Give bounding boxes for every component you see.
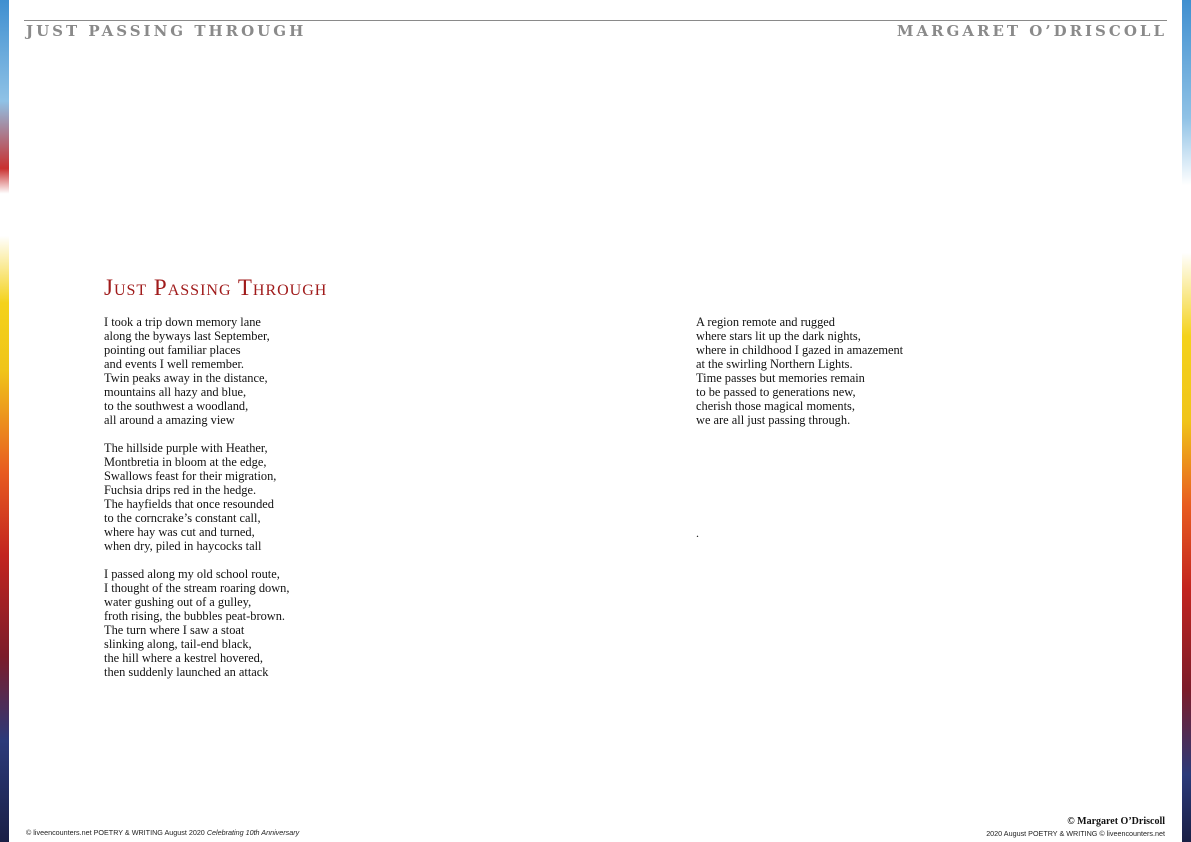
stanza-1 bbox=[104, 315, 270, 427]
poem-line: water gushing out of a gulley, bbox=[104, 595, 252, 609]
footer-author-credit: © Margaret O’Driscoll bbox=[1067, 816, 1165, 827]
footer-left-text: © liveencounters.net POETRY & WRITING August 2020 bbox=[26, 828, 205, 837]
poem-line: at the swirling Northern Lights. bbox=[696, 357, 853, 371]
poem-line: when dry, piled in haycocks tall bbox=[104, 539, 262, 553]
poem-line: froth rising, the bubbles peat-brown. bbox=[104, 609, 286, 623]
poem-line: then suddenly launched an attack bbox=[104, 665, 269, 679]
poem-line: where stars lit up the dark nights, bbox=[696, 329, 861, 343]
poem-line: to the southwest a woodland, bbox=[104, 399, 249, 413]
poem-line: where hay was cut and turned, bbox=[104, 525, 255, 539]
poem-line: Fuchsia drips red in the hedge. bbox=[104, 483, 257, 497]
left-edge-decoration bbox=[0, 0, 9, 842]
stanza-2 bbox=[104, 441, 276, 553]
poem-title: Just Passing Through bbox=[104, 275, 328, 300]
poem-line: slinking along, tail-end black, bbox=[104, 637, 252, 651]
poem-line: Time passes but memories remain bbox=[696, 371, 865, 385]
poem-line: and events I well remember. bbox=[104, 357, 245, 371]
footer-left-italic: Celebrating 10th Anniversary bbox=[206, 828, 300, 837]
right-edge-decoration bbox=[1182, 0, 1191, 842]
stanza-4 bbox=[696, 315, 903, 427]
poem-line: Swallows feast for their migration, bbox=[104, 469, 277, 483]
trailing-mark: . bbox=[696, 526, 699, 540]
poem-line: The turn where I saw a stoat bbox=[104, 623, 245, 637]
running-head-author: MARGARET O’DRISCOLL bbox=[896, 22, 1167, 40]
poem-line: Montbretia in bloom at the edge, bbox=[104, 455, 267, 469]
poem-line: Twin peaks away in the distance, bbox=[104, 371, 268, 385]
poem-line: mountains all hazy and blue, bbox=[104, 385, 247, 399]
header-rule bbox=[24, 20, 1167, 21]
poem-line: I passed along my old school route, bbox=[104, 567, 280, 581]
running-head-title: JUST PASSING THROUGH bbox=[26, 22, 307, 40]
poem-line: to be passed to generations new, bbox=[696, 385, 856, 399]
poem-line: The hillside purple with Heather, bbox=[104, 441, 268, 455]
poem-line: pointing out familiar places bbox=[104, 343, 241, 357]
poem-line: A region remote and rugged bbox=[696, 315, 836, 329]
poem-line: cherish those magical moments, bbox=[696, 399, 855, 413]
footer-right-text: 2020 August POETRY & WRITING © liveencounters.net bbox=[986, 829, 1165, 838]
stanza-3 bbox=[104, 567, 289, 679]
poem-line: I thought of the stream roaring down, bbox=[104, 581, 290, 595]
footer-left bbox=[26, 828, 299, 837]
poem-line: along the byways last September, bbox=[104, 329, 270, 343]
poem-line: where in childhood I gazed in amazement bbox=[696, 343, 904, 357]
poem-line: to the corncrake’s constant call, bbox=[104, 511, 261, 525]
poem-line: I took a trip down memory lane bbox=[104, 315, 261, 329]
poem-line: all around a amazing view bbox=[104, 413, 235, 427]
poem-line: the hill where a kestrel hovered, bbox=[104, 651, 263, 665]
poem-line: we are all just passing through. bbox=[696, 413, 851, 427]
poem-line: The hayfields that once resounded bbox=[104, 497, 274, 511]
